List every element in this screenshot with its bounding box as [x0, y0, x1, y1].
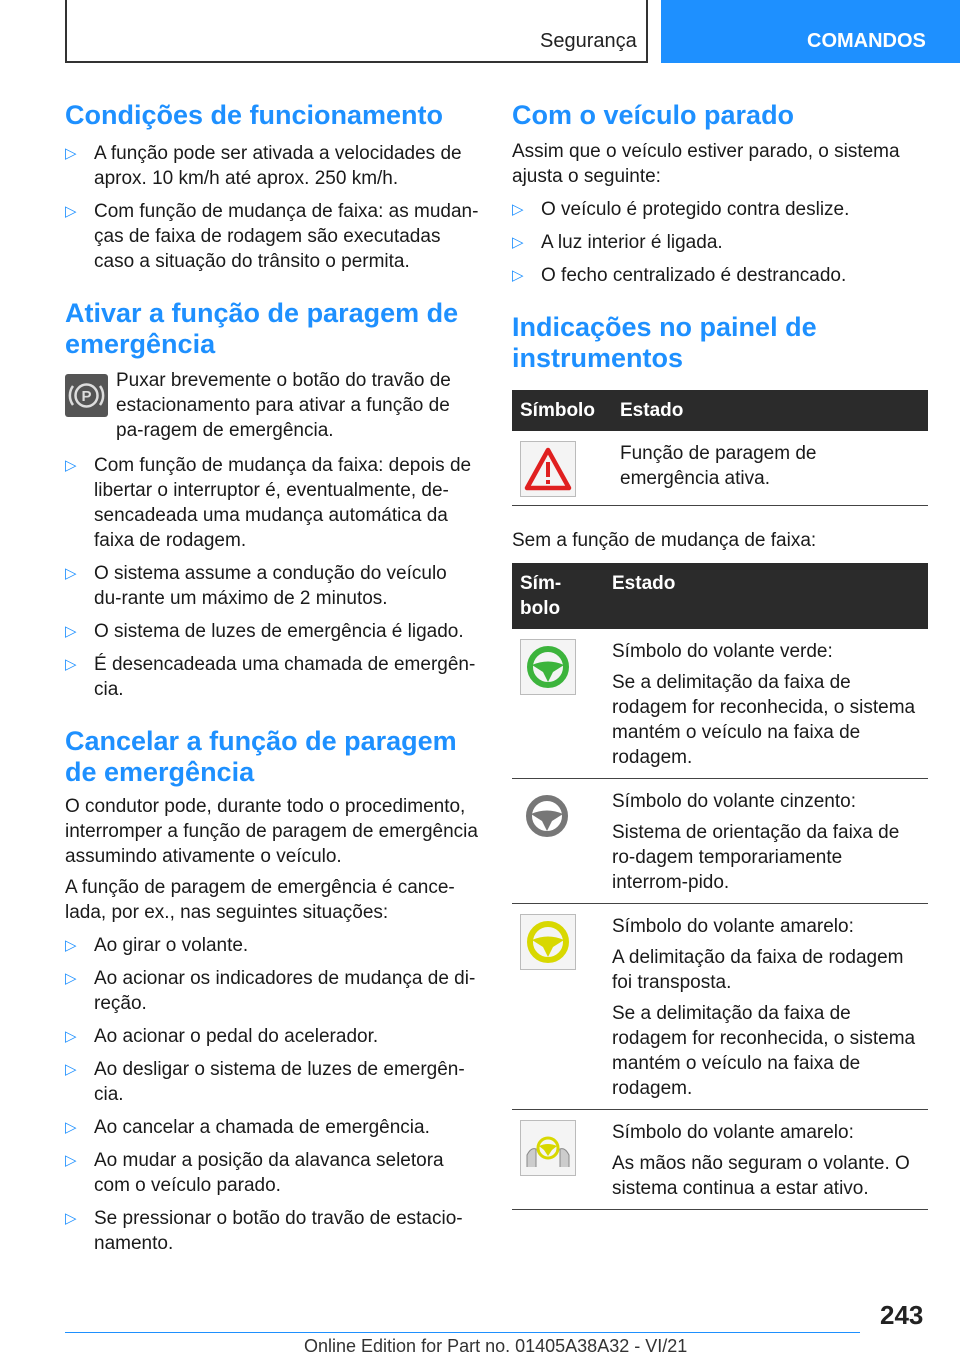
table-row	[512, 904, 928, 1110]
state-text: Se a delimitação da faixa de rodagem for reconhecida, o sistema mantém o veículo na faixa de rodagem.	[612, 672, 916, 768]
column-header-state: Estado	[604, 563, 928, 629]
state-title: Símbolo do volante verde:	[612, 641, 833, 662]
state-text: As mãos não seguram o volante. O sistema continua a estar ativo.	[612, 1153, 910, 1199]
stopped-intro: Assim que o veículo estiver parado, o sistema ajusta o seguinte:	[512, 141, 900, 187]
edition-footer: Online Edition for Part no. 01405A38A32 - VI/21	[304, 1336, 688, 1356]
column-header-symbol: Sím‐bolo	[512, 563, 604, 629]
chapter-tab[interactable]	[661, 0, 960, 63]
state-title: Símbolo do volante amarelo:	[612, 916, 854, 937]
footer-divider	[65, 1332, 860, 1333]
table-row	[512, 779, 928, 904]
list-item: ▷ A função pode ser ativada a velocidades de aprox. 10 km/h até aprox. 250 km/h.	[65, 141, 479, 191]
state-title: Símbolo do volante amarelo:	[612, 1122, 854, 1143]
list-item: ▷ É desencadeada uma chamada de emergên‐cia.	[65, 652, 479, 702]
list-item: ▷ Ao girar o volante.	[65, 933, 479, 958]
heading-activate: Ativar a função de paragem de emergência	[65, 298, 459, 359]
list-item: ▷ Se pressionar o botão do travão de estacio‐namento.	[65, 1206, 479, 1256]
cancel-list	[65, 933, 479, 1256]
hands-off-wheel-icon	[520, 1120, 576, 1176]
list-item: ▷ Ao mudar a posição da alavanca seletora com o veículo parado.	[65, 1148, 479, 1198]
list-item: ▷ Com função de mudança de faixa: as mudan‐ças de faixa de rodagem são executadas caso a situação do trânsito o permita.	[65, 199, 479, 274]
conditions-list	[65, 141, 479, 274]
section-title: Segurança	[540, 30, 637, 52]
steering-wheel-grey-icon	[520, 789, 576, 845]
list-item: ▷ O fecho centralizado é destrancado.	[512, 263, 928, 288]
activate-intro-text: Puxar brevemente o botão do travão de estacionamento para ativar a função de pa‐ragem de emergência.	[116, 370, 451, 441]
state-title: Símbolo do volante cinzento:	[612, 791, 856, 812]
state-text: Se a delimitação da faixa de rodagem for reconhecida, o sistema mantém o veículo na faixa de rodagem.	[612, 1003, 916, 1099]
steering-wheel-yellow-icon	[520, 914, 576, 970]
no-lane-change-caption: Sem a função de mudança de faixa:	[512, 530, 817, 551]
list-item: ▷ Ao cancelar a chamada de emergência.	[65, 1115, 479, 1140]
state-text: A delimitação da faixa de rodagem foi transposta.	[612, 947, 904, 993]
list-item: ▷ O sistema de luzes de emergência é ligado.	[65, 619, 479, 644]
list-item: ▷ A luz interior é ligada.	[512, 230, 928, 255]
cancel-paragraph-1: O condutor pode, durante todo o procedimento, interromper a função de paragem de emergência assumindo ativamente o veículo.	[65, 796, 478, 867]
list-item: ▷ Ao desligar o sistema de luzes de emergên‐cia.	[65, 1057, 479, 1107]
activate-intro-block	[65, 368, 479, 443]
list-item: ▷ Ao acionar o pedal do acelerador.	[65, 1024, 479, 1049]
table-row	[512, 431, 928, 506]
table-row	[512, 1110, 928, 1210]
cancel-paragraph-2: A função de paragem de emergência é cance‐lada, por ex., nas seguintes situações:	[65, 877, 455, 923]
table-row	[512, 629, 928, 779]
heading-cancel: Cancelar a função de paragem de emergência	[65, 726, 457, 787]
list-item: ▷ Com função de mudança da faixa: depois de libertar o interruptor é, eventualmente, de‐sencadeada uma mudança automática da faixa de rodagem.	[65, 453, 479, 553]
heading-conditions: Condições de funcionamento	[65, 100, 444, 130]
state-text: Sistema de orientação da faixa de ro‐dagem temporariamente interrom‐pido.	[612, 822, 900, 893]
page-number: 243	[880, 1300, 924, 1330]
right-column	[512, 100, 928, 1210]
stopped-list	[512, 197, 928, 288]
chapter-tab-label: COMANDOS	[807, 30, 926, 52]
heading-indications: Indicações no painel de instrumentos	[512, 312, 817, 373]
lane-assist-table	[512, 563, 928, 1210]
heading-stopped: Com o veículo parado	[512, 100, 795, 130]
column-header-symbol: Símbolo	[512, 390, 612, 431]
left-column	[65, 100, 479, 1256]
warning-triangle-icon	[520, 441, 576, 497]
activate-list	[65, 453, 479, 702]
steering-wheel-green-icon	[520, 639, 576, 695]
column-header-state: Estado	[612, 390, 928, 431]
indications-table	[512, 390, 928, 506]
list-item: ▷ Ao acionar os indicadores de mudança de di‐reção.	[65, 966, 479, 1016]
list-item: ▷ O sistema assume a condução do veículo du‐rante um máximo de 2 minutos.	[65, 561, 479, 611]
parking-brake-icon	[65, 374, 108, 417]
svg-text:P: P	[81, 388, 92, 405]
list-item: ▷ O veículo é protegido contra deslize.	[512, 197, 928, 222]
state-text: Função de paragem de emergência ativa.	[620, 443, 817, 489]
